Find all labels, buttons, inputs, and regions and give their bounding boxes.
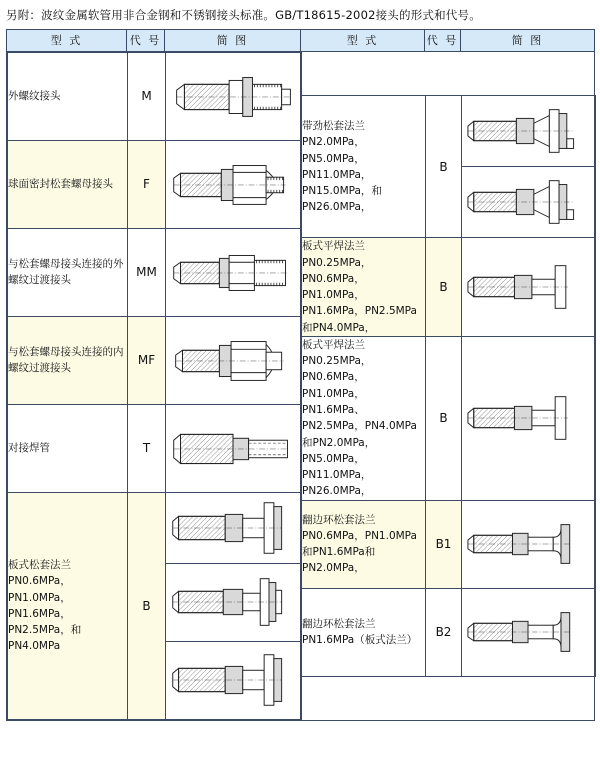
header-code-left: 代 号: [127, 29, 165, 51]
table-row: [302, 336, 596, 500]
table-row: [302, 500, 596, 588]
row-figure: [166, 641, 302, 719]
row-type-label: 带劲松套法兰 PN2.0MPa，PN5.0MPa，PN11.0MPa，PN15.0MPa，和PN26.0MPa，: [302, 96, 426, 238]
row-figure: [462, 96, 596, 167]
row-code: B: [426, 96, 462, 238]
table-body-row: [7, 51, 595, 720]
fittings-table: [6, 29, 595, 721]
row-code: B2: [426, 588, 462, 676]
table-row: [8, 404, 302, 492]
table-row: [8, 228, 302, 316]
row-code: T: [128, 404, 166, 492]
row-code: MF: [128, 316, 166, 404]
row-code: MM: [128, 228, 166, 316]
left-subtable: [7, 52, 302, 720]
row-figure: [166, 563, 302, 641]
row-code: B: [426, 238, 462, 337]
row-code: B1: [426, 500, 462, 588]
header-code-right: 代 号: [425, 29, 461, 51]
row-type-label: 与松套螺母接头连接的外螺纹过渡接头: [8, 228, 128, 316]
page-caption: 另附：波纹金属软管用非合金钢和不锈钢接头标准。GB/T18615-2002接头的形式和代号。: [6, 8, 481, 22]
row-figure: [166, 404, 302, 492]
table-row: [302, 96, 596, 167]
row-type-label: 外螺纹接头: [8, 52, 128, 140]
row-type-label: 翻边环松套法兰 PN0.6MPa，PN1.0MPa和PN1.6MPa和PN2.0MPa，: [302, 500, 426, 588]
table-row: [302, 238, 596, 337]
row-type-label: 翻边环松套法兰 PN1.6MPa（板式法兰）: [302, 588, 426, 676]
table-row: [8, 492, 302, 563]
row-code: B: [128, 492, 166, 719]
table-row: [8, 52, 302, 140]
row-code: M: [128, 52, 166, 140]
row-type-label: 板式松套法兰 PN0.6MPa，PN1.0MPa，PN1.6MPa，PN2.5MPa，和PN4.0MPa: [8, 492, 128, 719]
row-type-label: 板式平焊法兰 PN0.25MPa，PN0.6MPa，PN1.0MPa，PN1.6MPa，PN2.5MPa和PN4.0MPa，: [302, 238, 426, 337]
header-type-right: 型 式: [301, 29, 425, 51]
row-figure: [462, 588, 596, 676]
row-figure: [166, 228, 302, 316]
header-type-left: 型 式: [7, 29, 127, 51]
row-figure: [166, 316, 302, 404]
row-code: B: [426, 336, 462, 500]
row-figure: [462, 238, 596, 337]
row-type-label: 球面密封松套螺母接头: [8, 140, 128, 228]
table-header-row: [7, 29, 595, 51]
row-figure: [166, 140, 302, 228]
header-figure-right: 简 图: [461, 29, 595, 51]
row-type-label: 板式平焊法兰 PN0.25MPa，PN0.6MPa，PN1.0MPa，PN1.6MPa、PN2.5MPa，PN4.0MPa和PN2.0MPa，PN5.0MPa，PN11.0MPa，PN26.0MPa，: [302, 336, 426, 500]
row-figure: [166, 492, 302, 563]
left-panel: [7, 51, 301, 720]
table-row: [8, 316, 302, 404]
row-figure: [462, 500, 596, 588]
row-figure: [166, 52, 302, 140]
table-row: [302, 588, 596, 676]
header-figure-left: 简 图: [165, 29, 301, 51]
right-subtable: [301, 95, 596, 676]
row-figure: [462, 167, 596, 238]
right-panel: [301, 51, 595, 720]
row-figure: [462, 336, 596, 500]
row-type-label: 对接焊管: [8, 404, 128, 492]
row-code: F: [128, 140, 166, 228]
table-row: [8, 140, 302, 228]
row-type-label: 与松套螺母接头连接的内螺纹过渡接头: [8, 316, 128, 404]
